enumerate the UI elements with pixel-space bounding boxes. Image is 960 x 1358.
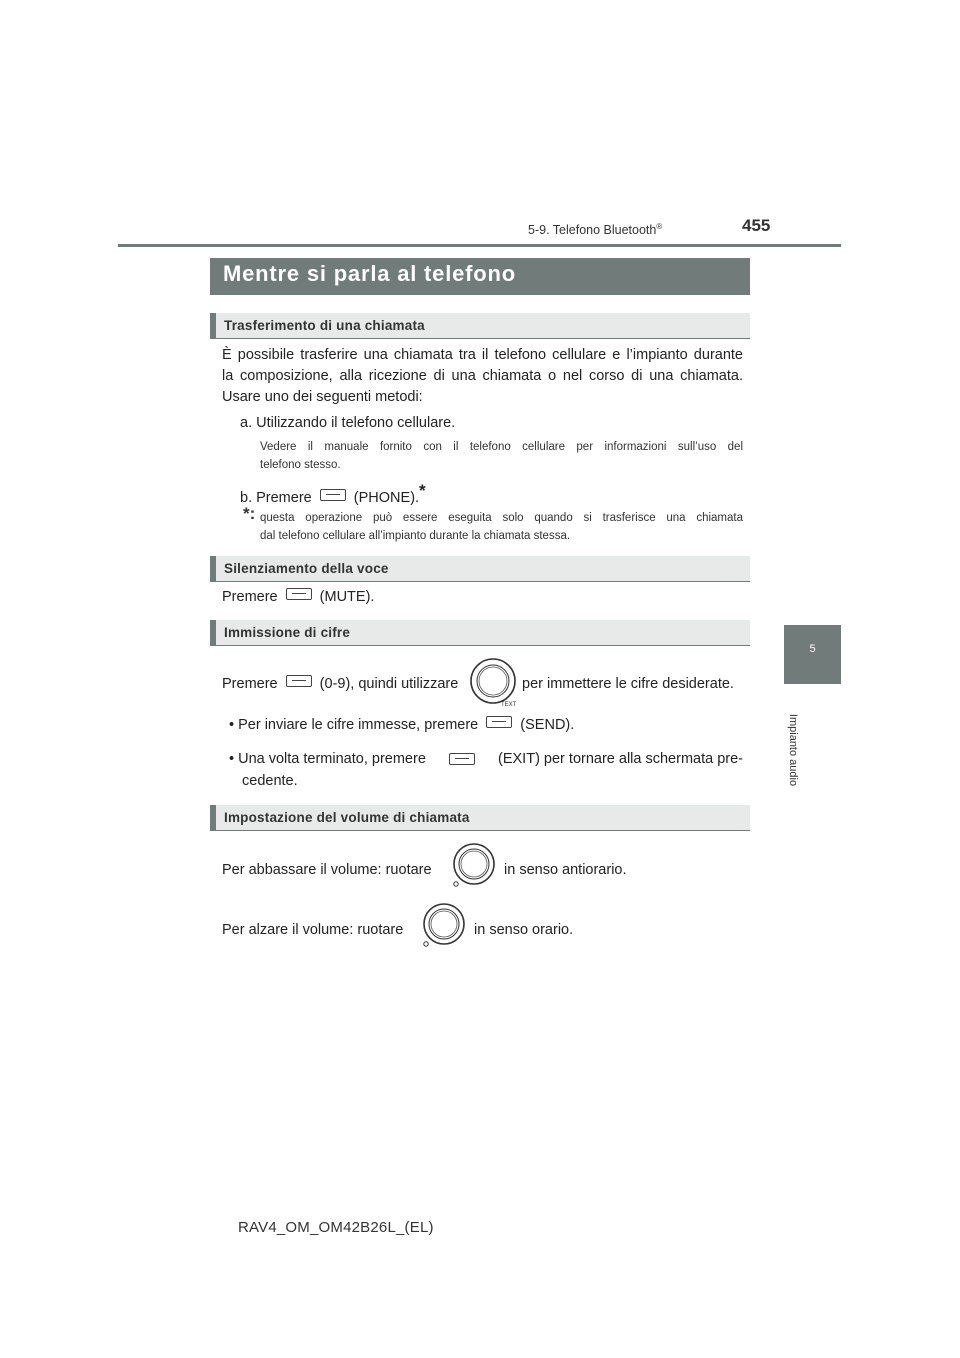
footnote-marker: *: xyxy=(243,504,256,523)
transfer-intro-line3: Usare uno dei seguenti metodi: xyxy=(222,389,423,405)
chapter-tab xyxy=(784,625,841,684)
transfer-item-a: a. Utilizzando il telefono cellulare. xyxy=(240,415,456,431)
volume-knob-icon-up xyxy=(420,902,468,955)
tune-knob-icon xyxy=(468,656,520,713)
mute-button-icon xyxy=(286,588,312,600)
digits-instruction-end: per immettere le cifre desiderate. xyxy=(522,676,734,692)
chapter-title: Impianto audio xyxy=(787,713,800,787)
header-section-title: 5-9. Telefono Bluetooth® xyxy=(528,222,663,238)
send-button-icon xyxy=(486,716,512,728)
digits-button-icon xyxy=(286,675,312,687)
transfer-item-a-note-line2: telefono stesso. xyxy=(260,459,341,471)
volume-down-instruction-end: in senso antiorario. xyxy=(504,862,627,878)
asterisk-mark: * xyxy=(419,481,426,500)
digits-bullet-send: • Per inviare le cifre immesse, premere (SEND). xyxy=(229,717,575,733)
transfer-item-b: b. Premere (PHONE).* xyxy=(240,481,426,506)
footnote-line2: dal telefono cellulare all’impianto durante la chiamata stessa. xyxy=(260,530,571,542)
digits-bullet-exit-line2: cedente. xyxy=(242,773,298,789)
digits-instruction: Premere (0-9), quindi utilizzare xyxy=(222,676,459,692)
volume-down-instruction: Per abbassare il volume: ruotare xyxy=(222,862,432,878)
footnote-line1: questa operazione può essere eseguita solo quando si trasferisce una chiamata xyxy=(260,512,743,524)
mute-instruction: Premere (MUTE). xyxy=(222,589,375,605)
page-title: Mentre si parla al telefono xyxy=(210,258,750,295)
section-heading-volume: Impostazione del volume di chiamata xyxy=(210,805,750,831)
section-heading-mute: Silenziamento della voce xyxy=(210,556,750,582)
exit-button-icon xyxy=(449,753,475,765)
digits-bullet-exit: • Una volta terminato, premere (EXIT) per tornare alla schermata pre- xyxy=(229,751,743,767)
volume-up-instruction-end: in senso orario. xyxy=(474,922,574,938)
transfer-item-a-note-line1: Vedere il manuale fornito con il telefono cellulare per informazioni sull’uso del xyxy=(260,441,743,453)
volume-up-instruction: Per alzare il volume: ruotare xyxy=(222,922,404,938)
page-number: 455 xyxy=(742,216,771,235)
document-code: RAV4_OM_OM42B26L_(EL) xyxy=(238,1219,434,1236)
section-heading-transfer: Trasferimento di una chiamata xyxy=(210,313,750,339)
transfer-intro-line1: È possibile trasferire una chiamata tra il telefono cellulare e l’impianto durante xyxy=(222,347,743,363)
transfer-intro-line2: la composizione, alla ricezione di una chiamata o nel corso di una chiamata. xyxy=(222,368,743,384)
section-heading-digits: Immissione di cifre xyxy=(210,620,750,646)
chapter-number: 5 xyxy=(809,643,816,655)
header-rule xyxy=(118,244,841,247)
knob-text-label: TEXT xyxy=(501,702,517,708)
phone-button-icon xyxy=(320,489,346,501)
volume-knob-icon-down xyxy=(450,842,498,895)
